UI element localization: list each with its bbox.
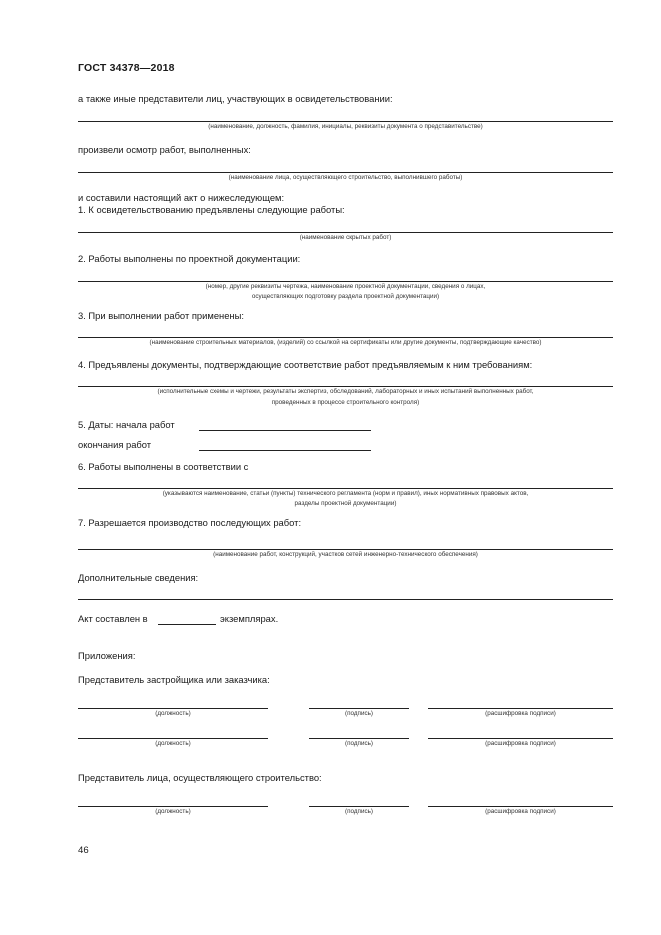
inspection-text: произвели осмотр работ, выполненных: [78, 144, 251, 155]
item-6-caption-2: разделы проектной документации) [294, 500, 397, 507]
copies-suffix: экземплярах. [220, 613, 279, 624]
builder-rep-text: Представитель лица, осуществляющего строительство: [78, 772, 322, 783]
developer-rep-text: Представитель застройщика или заказчика: [78, 674, 270, 685]
attachments-text: Приложения: [78, 650, 136, 661]
page-number: 46 [78, 845, 89, 856]
decoding-caption: (расшифровка подписи) [485, 808, 556, 815]
additional-text: Дополнительные сведения: [78, 572, 199, 583]
item-7-text: 7. Разрешается производство последующих работ: [78, 517, 302, 528]
item-4-caption-1: (исполнительные схемы и чертежи, результаты экспертиз, обследований, лабораторных и иных испытаний выполненных работ, [157, 388, 534, 395]
item-6-caption-1: (указываются наименование, статьи (пункты) технического регламента (норм и правил), иных нормативных правовых актов, [162, 490, 529, 497]
signature-caption: (подпись) [345, 740, 373, 747]
item-6-text: 6. Работы выполнены в соответствии с [78, 461, 249, 472]
start-date-line[interactable] [199, 430, 371, 431]
representatives-caption: (наименование, должность, фамилия, инициалы, реквизиты документа о представительстве) [208, 123, 483, 130]
item-5-start-text: 5. Даты: начала работ [78, 419, 175, 430]
inspection-caption: (наименование лица, осуществляющего строительство, выполнившего работы) [228, 174, 463, 181]
position-caption: (должность) [155, 808, 191, 815]
decoding-caption: (расшифровка подписи) [485, 710, 556, 717]
copies-prefix: Акт составлен в [78, 613, 148, 624]
compiled-text: и составили настоящий акт о нижеследующем: [78, 192, 285, 203]
item-4-text: 4. Предъявлены документы, подтверждающие соответствие работ предъявляемым к ним требованиям: [78, 359, 533, 370]
representatives-text: а также иные представители лиц, участвующих в освидетельствовании: [78, 93, 393, 104]
item-7-caption: (наименование работ, конструкций, участков сетей инженерно-технического обеспечения) [213, 551, 478, 558]
item-1-text: 1. К освидетельствованию предъявлены следующие работы: [78, 204, 345, 215]
signature-caption: (подпись) [345, 808, 373, 815]
item-5-end-text: окончания работ [78, 439, 152, 450]
end-date-line[interactable] [199, 450, 371, 451]
item-2-caption-2: осуществляющих подготовку раздела проектной документации) [251, 293, 440, 300]
item-1-caption: (наименование скрытых работ) [299, 234, 392, 241]
standard-number: ГОСТ 34378—2018 [78, 62, 175, 74]
item-3-caption: (наименование строительных материалов, (изделий) со ссылкой на сертификаты или другие документы, подтверждающие качество) [149, 339, 542, 346]
position-caption: (должность) [155, 710, 191, 717]
copies-count-line[interactable] [158, 624, 216, 625]
item-2-text: 2. Работы выполнены по проектной документации: [78, 253, 301, 264]
item-2-caption-1: (номер, другие реквизиты чертежа, наименование проектной документации, сведения о лицах, [205, 283, 486, 290]
position-caption: (должность) [155, 740, 191, 747]
item-4-caption-2: проведенных в процессе строительного контроля) [271, 399, 420, 406]
decoding-caption: (расшифровка подписи) [485, 740, 556, 747]
signature-caption: (подпись) [345, 710, 373, 717]
additional-line[interactable] [78, 599, 613, 600]
item-3-text: 3. При выполнении работ применены: [78, 310, 244, 321]
